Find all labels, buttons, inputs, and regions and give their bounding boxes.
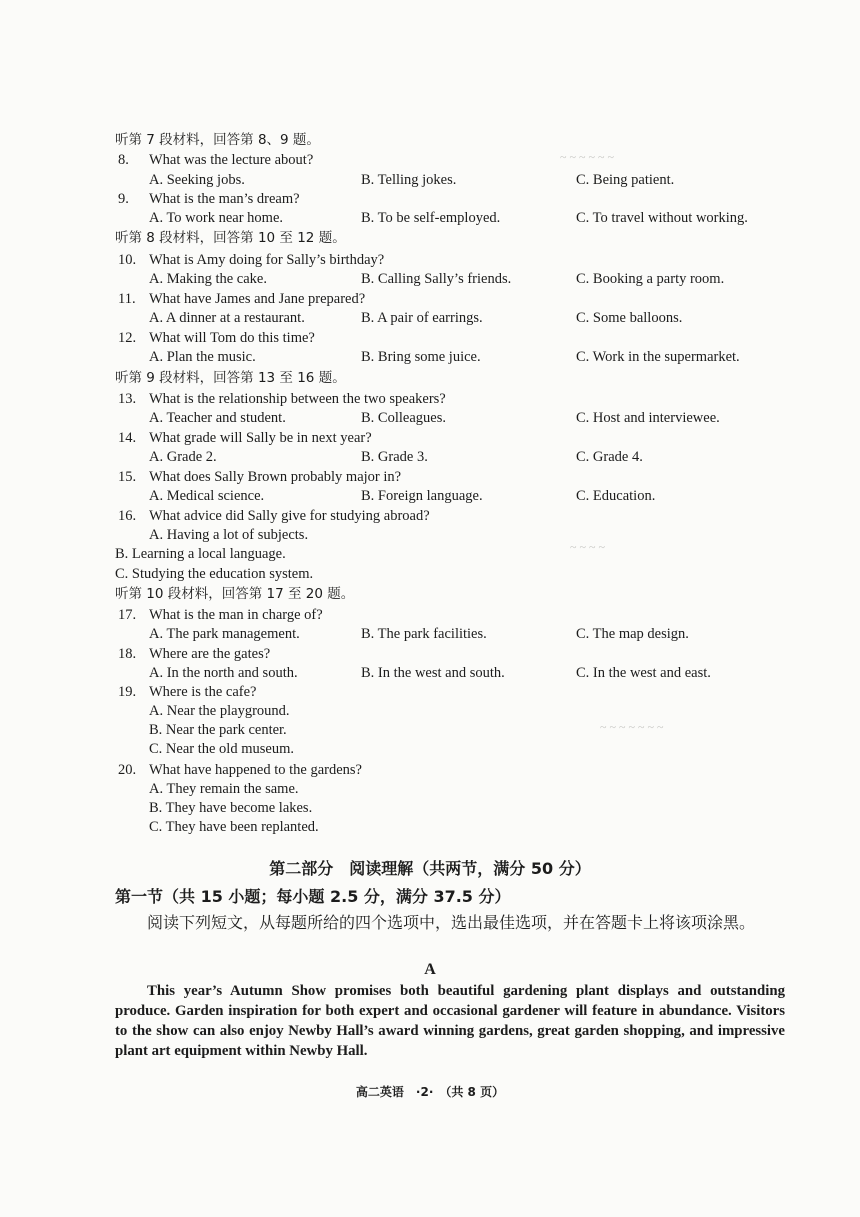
options-10 bbox=[149, 269, 839, 289]
part-heading: 第二部分 阅读理解（共两节，满分 50 分） bbox=[269, 859, 591, 878]
question-text: What advice did Sally give for studying abroad? bbox=[149, 508, 430, 524]
option-b: B. A pair of earrings. bbox=[361, 310, 483, 326]
option-c: C. Work in the supermarket. bbox=[576, 349, 740, 365]
question-number: 20. bbox=[118, 762, 137, 778]
option-c: C. The map design. bbox=[576, 626, 689, 642]
option-a: A. Near the playground. bbox=[149, 703, 290, 719]
option-b: B. To be self-employed. bbox=[361, 210, 501, 226]
option-c: C. Education. bbox=[576, 488, 656, 504]
option-a-line bbox=[149, 701, 839, 721]
question-text: What grade will Sally be in next year? bbox=[149, 430, 372, 446]
question-number: 8. bbox=[118, 152, 129, 168]
options-15 bbox=[149, 486, 839, 506]
bleed-through-mark: ~ ~ ~ ~ ~ ~ ~ bbox=[600, 720, 664, 734]
passage-letter: A bbox=[424, 961, 436, 978]
option-b: B. Calling Sally’s friends. bbox=[361, 271, 512, 287]
option-b: B. In the west and south. bbox=[361, 665, 505, 681]
question-20 bbox=[115, 760, 805, 780]
option-b: B. Colleagues. bbox=[361, 410, 446, 426]
question-number: 17. bbox=[118, 607, 137, 623]
option-b-line bbox=[149, 720, 839, 740]
option-c: C. Studying the education system. bbox=[115, 566, 314, 582]
question-text: What is the relationship between the two speakers? bbox=[149, 391, 446, 407]
option-b: B. The park facilities. bbox=[361, 626, 487, 642]
question-text: What was the lecture about? bbox=[149, 152, 314, 168]
options-8 bbox=[149, 170, 839, 190]
question-number: 16. bbox=[118, 508, 137, 524]
instructions: 阅读下列短文，从每题所给的四个选项中，选出最佳选项，并在答题卡上将该项涂黑。 bbox=[147, 913, 756, 932]
question-number: 11. bbox=[118, 291, 136, 307]
option-c: C. Some balloons. bbox=[576, 310, 683, 326]
options-13 bbox=[149, 408, 839, 428]
option-a: A. Teacher and student. bbox=[149, 410, 286, 426]
options-9 bbox=[149, 208, 839, 228]
question-12 bbox=[115, 328, 805, 348]
option-a: A. Grade 2. bbox=[149, 449, 217, 465]
question-number: 14. bbox=[118, 430, 137, 446]
option-a: A. They remain the same. bbox=[149, 781, 299, 797]
option-b-line bbox=[115, 544, 805, 564]
question-17 bbox=[115, 605, 805, 625]
subsection-heading: 第一节（共 15 小题；每小题 2.5 分，满分 37.5 分） bbox=[115, 887, 511, 906]
option-b: B. Near the park center. bbox=[149, 722, 287, 738]
option-a: A. Seeking jobs. bbox=[149, 172, 245, 188]
question-text: What will Tom do this time? bbox=[149, 330, 315, 346]
question-text: Where are the gates? bbox=[149, 646, 271, 662]
bleed-through-mark: ~ ~ ~ ~ bbox=[570, 540, 605, 554]
page-footer: 高二英语 ·2· （共 8 页） bbox=[355, 1085, 505, 1099]
question-number: 12. bbox=[118, 330, 137, 346]
options-18 bbox=[149, 663, 839, 683]
option-a: A. Making the cake. bbox=[149, 271, 267, 287]
section-heading: 听第 7 段材料，回答第 8、9 题。 bbox=[115, 132, 320, 148]
question-text: What have happened to the gardens? bbox=[149, 762, 362, 778]
option-a: A. In the north and south. bbox=[149, 665, 298, 681]
option-b: B. Telling jokes. bbox=[361, 172, 457, 188]
option-a: A. Having a lot of subjects. bbox=[149, 527, 309, 543]
option-c: C. In the west and east. bbox=[576, 665, 711, 681]
question-number: 13. bbox=[118, 391, 137, 407]
question-text: What is Amy doing for Sally’s birthday? bbox=[149, 252, 385, 268]
question-10 bbox=[115, 250, 805, 270]
question-text: What is the man’s dream? bbox=[149, 191, 300, 207]
question-8 bbox=[115, 150, 805, 170]
option-c: C. Being patient. bbox=[576, 172, 675, 188]
question-11 bbox=[115, 289, 805, 309]
bleed-through-mark: ~ ~ ~ ~ ~ ~ bbox=[560, 150, 614, 164]
options-17 bbox=[149, 624, 839, 644]
option-c-line bbox=[115, 564, 805, 584]
option-b: B. Learning a local language. bbox=[115, 546, 286, 562]
question-number: 18. bbox=[118, 646, 137, 662]
question-number: 15. bbox=[118, 469, 137, 485]
question-number: 9. bbox=[118, 191, 129, 207]
question-13 bbox=[115, 389, 805, 409]
section-heading: 听第 10 段材料，回答第 17 至 20 题。 bbox=[115, 586, 355, 602]
question-number: 19. bbox=[118, 684, 137, 700]
option-a: A. A dinner at a restaurant. bbox=[149, 310, 305, 326]
option-c: C. Grade 4. bbox=[576, 449, 643, 465]
option-c: C. Near the old museum. bbox=[149, 741, 294, 757]
question-18 bbox=[115, 644, 805, 664]
question-15 bbox=[115, 467, 805, 487]
option-a-line bbox=[149, 525, 839, 545]
question-16 bbox=[115, 506, 805, 526]
section-heading: 听第 9 段材料，回答第 13 至 16 题。 bbox=[115, 370, 346, 386]
question-text: What have James and Jane prepared? bbox=[149, 291, 366, 307]
question-19 bbox=[115, 682, 805, 702]
question-14 bbox=[115, 428, 805, 448]
option-a: A. The park management. bbox=[149, 626, 300, 642]
question-text: What does Sally Brown probably major in? bbox=[149, 469, 402, 485]
option-c: C. Host and interviewee. bbox=[576, 410, 720, 426]
question-text: Where is the cafe? bbox=[149, 684, 257, 700]
question-text: What is the man in charge of? bbox=[149, 607, 323, 623]
option-a: A. Medical science. bbox=[149, 488, 265, 504]
option-c: C. Booking a party room. bbox=[576, 271, 725, 287]
option-c: C. They have been replanted. bbox=[149, 819, 319, 835]
option-b: B. Bring some juice. bbox=[361, 349, 481, 365]
option-a: A. Plan the music. bbox=[149, 349, 256, 365]
option-b: B. Foreign language. bbox=[361, 488, 483, 504]
option-a-line bbox=[149, 779, 839, 799]
option-a: A. To work near home. bbox=[149, 210, 284, 226]
question-number: 10. bbox=[118, 252, 137, 268]
options-11 bbox=[149, 308, 839, 328]
option-c: C. To travel without working. bbox=[576, 210, 748, 226]
question-9 bbox=[115, 189, 805, 209]
options-12 bbox=[149, 347, 839, 367]
option-b: B. Grade 3. bbox=[361, 449, 428, 465]
section-heading: 听第 8 段材料，回答第 10 至 12 题。 bbox=[115, 230, 346, 246]
option-b: B. They have become lakes. bbox=[149, 800, 313, 816]
option-b-line bbox=[149, 798, 839, 818]
option-c-line bbox=[149, 739, 839, 759]
options-14 bbox=[149, 447, 839, 467]
option-c-line bbox=[149, 817, 839, 837]
passage-text: This year’s Autumn Show promises both beautiful gardening plant displays and outstanding produce. Garden inspiration for both expert and occasional gardener will feature in abundance. Visitors to the show can also enjoy Newby Hall’s award winning gardens, great garden shopping, and impressive plant art equipment within Newby Hall. bbox=[115, 983, 785, 1059]
